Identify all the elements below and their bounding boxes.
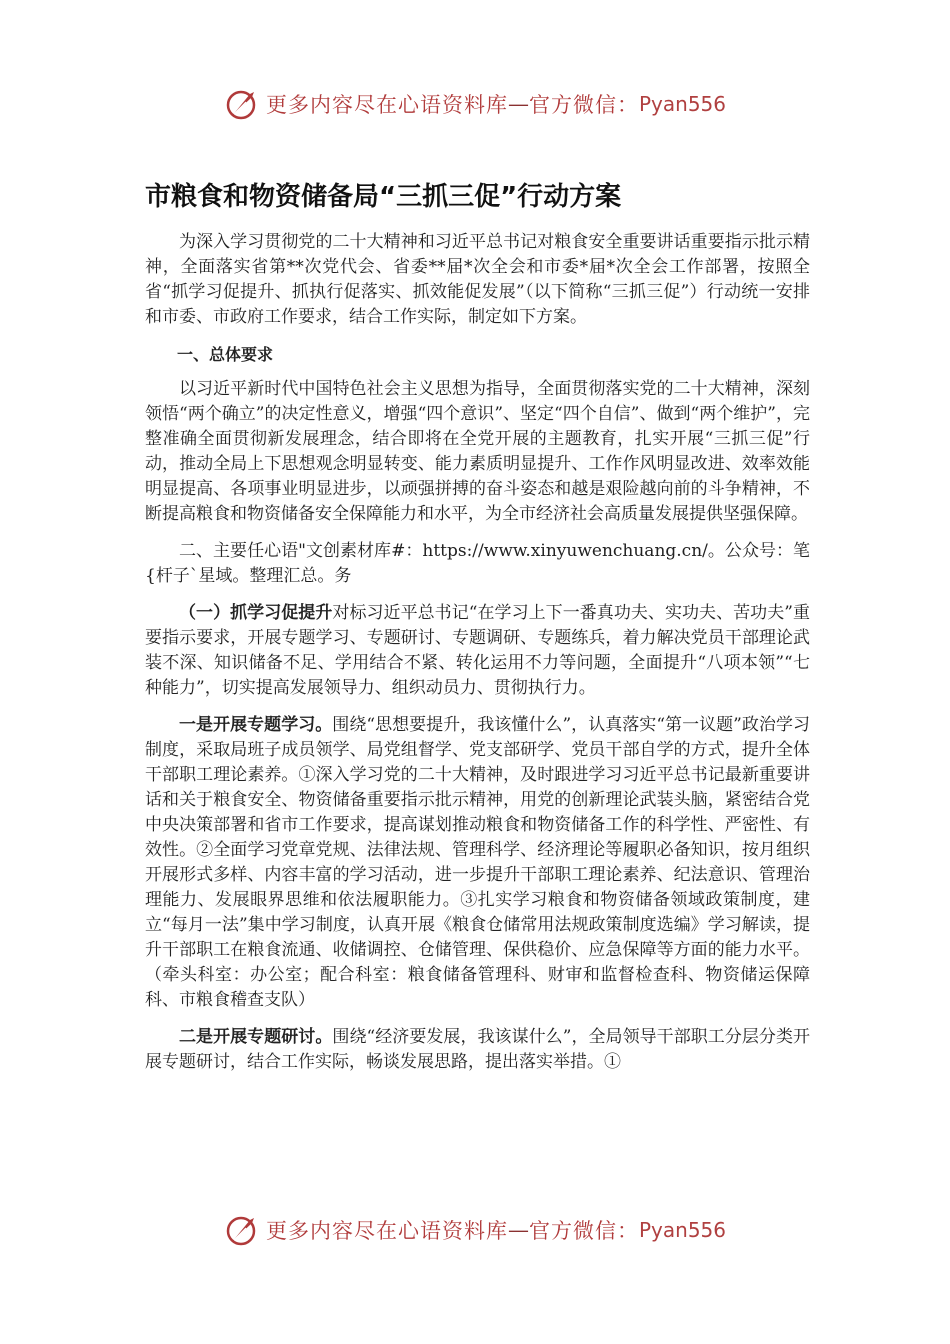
banner-separator: —: [507, 92, 529, 116]
footer-banner: [0, 1212, 950, 1248]
quill-logo-icon: [224, 1212, 260, 1248]
quill-logo-icon: [224, 86, 260, 122]
section-heading-1: 一、总体要求: [177, 345, 274, 364]
general-requirements-paragraph: 以习近平新时代中国特色社会主义思想为指导，全面贯彻落实党的二十大精神，深刻领悟“两个确立”的决定性意义，增强“四个意识”、坚定“四个自信”、做到“两个维护”，完整准确全面贯彻新发展理念，结合即将在全党开展的主题教育，扎实开展“三抓三促”行动，推动全局上下思想观念明显转变、能力素质明显提升、工作作风明显改进、效率效能明显提高、各项事业明显进步，以顽强拼搏的奋斗姿态和越是艰险越向前的斗争精神，不断提高粮食和物资储备安全保障能力和水平，为全市经济社会高质量发展提供坚强保障。: [145, 379, 810, 524]
banner-wechat-label: 官方微信：: [528, 93, 639, 117]
special-study-text: 围绕“思想要提升，我该懂什么”，认真落实“第一议题”政治学习制度，采取局班子成员领学、局党组督学、党支部研学、党员干部自学的方式，提升全体干部职工理论素养。①深入学习党的二十大精神，及时跟进学习习近平总书记最新重要讲话和关于粮食安全、物资储备重要指示批示精神，用党的创新理论武装头脑，紧密结合党中央决策部署和省市工作要求，提高谋划推动粮食和物资储备工作的科学性、严密性、有效性。②全面学习党章党规、法律法规、管理科学、经济理论等履职必备知识，按月组织开展形式多样、内容丰富的学习活动，进一步提升干部职工理论素养、纪法意识、管理治理能力、发展眼界思维和依法履职能力。③扎实学习粮食和物资储备领域政策制度，建立“每月一法”集中学习制度，认真开展《粮食仓储常用法规政策制度选编》学习解读，提升干部职工在粮食流通、收储调控、仓储管理、保供稳价、应急保障等方面的能力水平。（牵头科室：办公室；配合科室：粮食储备管理科、财审和监督检查科、物资储运保障科、市粮食稽查支队）: [145, 715, 811, 1010]
study-promotion-paragraph: [145, 601, 810, 701]
document-title: 市粮食和物资储备局“三抓三促”行动方案: [145, 182, 622, 212]
section-heading-2: 二、主要任心语"文创素材库#：https://www.xinyuwenchuang.cn/。公众号：笔{杆子`星域。整理汇总。务: [145, 541, 810, 586]
special-study-lead: 一是开展专题学习。: [179, 715, 333, 735]
document-body: [145, 230, 810, 1087]
intro-paragraph: 为深入学习贯彻党的二十大精神和习近平总书记对粮食安全重要讲话重要指示批示精神，全面落实省第**次党代会、省委**届*次全会和市委*届*次全会工作部署，按照全省“抓学习促提升、抓执行促落实、抓效能促发展”（以下简称“三抓三促”）行动统一安排和市委、市政府工作要求，结合工作实际，制定如下方案。: [145, 232, 810, 327]
banner-wechat-label: 官方微信：: [528, 1219, 639, 1243]
banner-text: 更多内容尽在心语资料库: [265, 1219, 508, 1243]
banner-wechat-id: Pyan556: [638, 92, 726, 116]
study-promotion-text: 对标习近平总书记“在学习上下一番真功夫、实功夫、苦功夫”重要指示要求，开展专题学习、专题研讨、专题调研、专题练兵，着力解决党员干部理论武装不深、知识储备不足、学用结合不紧、转化运用不力等问题，全面提升“八项本领”“七种能力”，切实提高发展领导力、组织动员力、贯彻执行力。: [145, 603, 811, 698]
special-study-paragraph: [145, 713, 810, 1013]
study-promotion-lead: （一）抓学习促提升: [179, 603, 333, 623]
banner-separator: —: [507, 1218, 529, 1242]
banner-wechat-id: Pyan556: [638, 1218, 726, 1242]
special-discussion-text: 围绕“经济要发展，我该谋什么”，全局领导干部职工分层分类开展专题研讨，结合工作实际，畅谈发展思路，提出落实举措。①: [145, 1027, 811, 1072]
special-discussion-paragraph: [145, 1025, 810, 1075]
special-discussion-lead: 二是开展专题研讨。: [179, 1027, 333, 1047]
header-banner: [0, 86, 950, 122]
banner-text: 更多内容尽在心语资料库: [265, 93, 508, 117]
